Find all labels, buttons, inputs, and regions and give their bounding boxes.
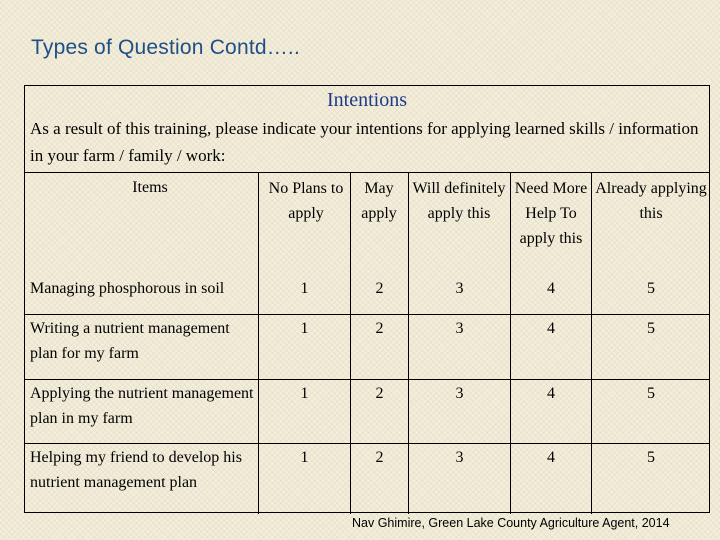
table-row-item: Managing phosphorous in soil: [30, 280, 225, 297]
rating-1: 1: [300, 385, 309, 402]
row-divider: [25, 314, 709, 315]
intro-question: As a result of this training, please indicate your intentions for applying learned skills / information in your farm / family / work:: [30, 119, 699, 165]
column-header-already-applying: Already applying this: [595, 180, 707, 222]
rating-4: 4: [547, 280, 555, 297]
rating-5: 5: [647, 320, 655, 337]
rating-2: 2: [375, 320, 384, 337]
survey-table: [24, 85, 710, 513]
rating-4: 4: [547, 320, 555, 337]
rating-4: 4: [547, 385, 555, 402]
column-header-need-help: Need More Help To apply this: [514, 180, 588, 247]
row-divider: [25, 443, 709, 444]
rating-5: 5: [647, 449, 655, 466]
column-header-items: Items: [132, 179, 168, 196]
row-divider: [25, 379, 709, 380]
table-row-item: Writing a nutrient management plan for my farm: [30, 320, 230, 362]
intro-heading: Intentions: [327, 89, 407, 111]
rating-2: 2: [375, 280, 384, 297]
intro-section: [25, 86, 709, 173]
column-header-no-plans: No Plans to apply: [268, 180, 344, 222]
rating-3: 3: [455, 280, 464, 297]
slide-title: Types of Question Contd…..: [31, 36, 301, 59]
rating-1: 1: [300, 320, 309, 337]
rating-4: 4: [547, 449, 555, 466]
rating-2: 2: [375, 385, 384, 402]
table-row-item: Helping my friend to develop his nutrient management plan: [30, 449, 242, 491]
rating-3: 3: [455, 320, 464, 337]
column-header-may-apply: May apply: [361, 180, 397, 222]
rating-1: 1: [300, 280, 309, 297]
rating-3: 3: [455, 449, 464, 466]
rating-3: 3: [455, 385, 464, 402]
table-row-item: Applying the nutrient management plan in my farm: [30, 385, 254, 427]
rating-5: 5: [647, 385, 655, 402]
rating-5: 5: [647, 280, 655, 297]
rating-1: 1: [300, 449, 309, 466]
column-header-will-definitely: Will definitely apply this: [412, 180, 506, 222]
footer-credit: Nav Ghimire, Green Lake County Agriculture Agent, 2014: [352, 516, 670, 530]
rating-2: 2: [375, 449, 384, 466]
